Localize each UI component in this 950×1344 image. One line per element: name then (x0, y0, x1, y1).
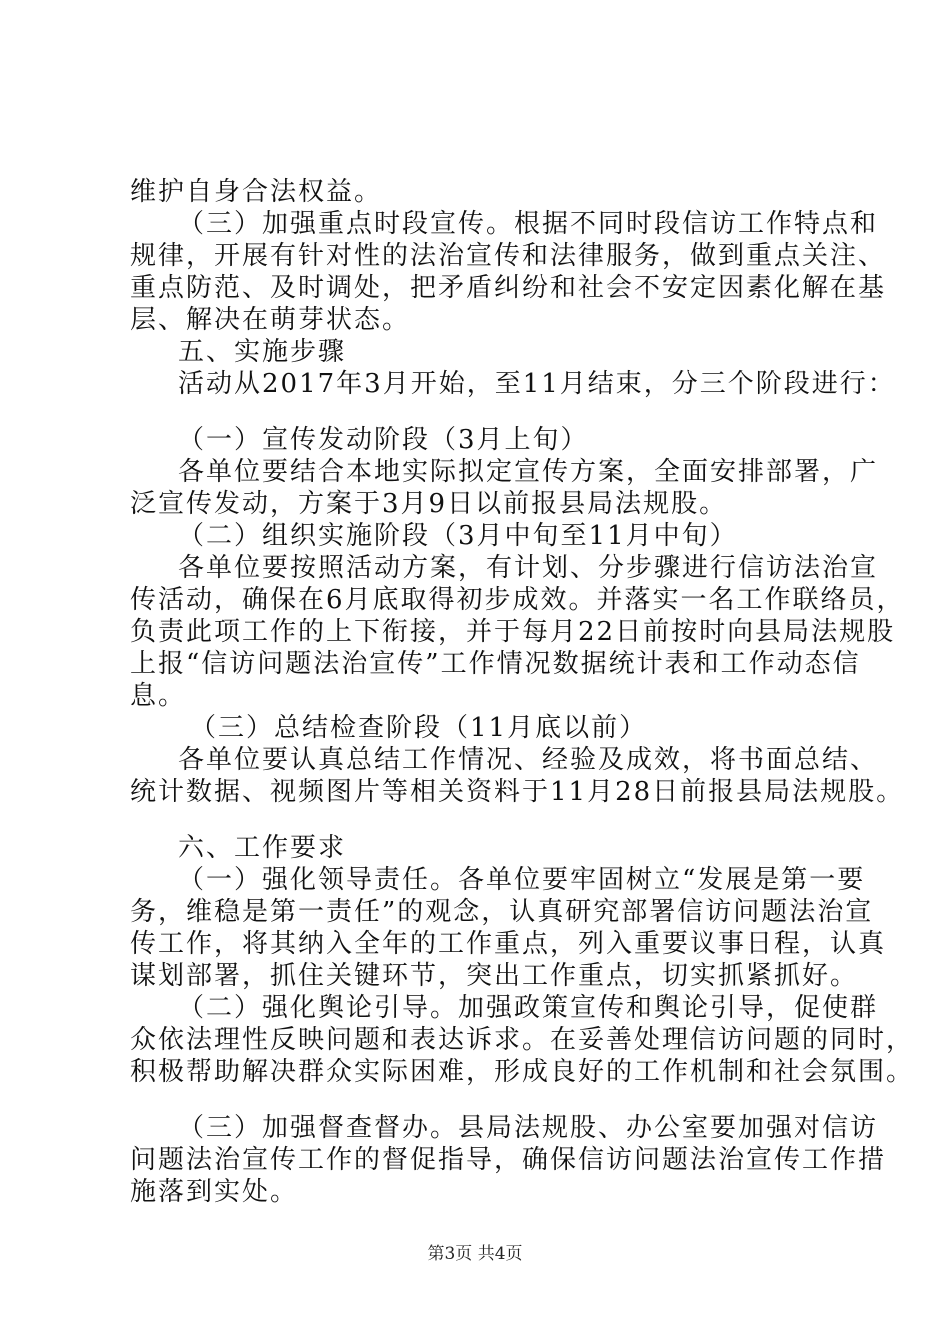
page-number-footer: 第3页 共4页 (427, 1244, 523, 1264)
body-line: 活动从2017年3月开始，至11月结束，分三个阶段进行： (178, 369, 896, 399)
body-line: 各单位要按照活动方案，有计划、分步骤进行信访法治宣 (178, 553, 879, 583)
body-line: 积极帮助解决群众实际困难，形成良好的工作机制和社会氛围。 (130, 1057, 915, 1087)
section-heading: 六、工作要求 (178, 833, 347, 863)
body-line: （三）加强重点时段宣传。根据不同时段信访工作特点和 (178, 209, 879, 239)
body-line: 各单位要认真总结工作情况、经验及成效，将书面总结、 (178, 745, 879, 775)
body-line: （二）强化舆论引导。加强政策宣传和舆论引导，促使群 (178, 993, 879, 1023)
subsection-heading: （三）总结检查阶段（11月底以前） (190, 713, 648, 743)
body-line: 规律，开展有针对性的法治宣传和法律服务，做到重点关注、 (130, 241, 887, 271)
subsection-heading: （一）宣传发动阶段（3月上旬） (178, 425, 589, 455)
body-line: 负责此项工作的上下衔接，并于每月22日前按时向县局法规股 (130, 617, 896, 647)
body-line: 传活动，确保在6月底取得初步成效。并落实一名工作联络员， (130, 585, 905, 615)
body-line: 问题法治宣传工作的督促指导，确保信访问题法治宣传工作措 (130, 1145, 887, 1175)
subsection-heading: （二）组织实施阶段（3月中旬至11月中旬） (178, 521, 738, 551)
body-line: 息。 (130, 681, 187, 711)
body-line: 谋划部署，抓住关键环节，突出工作重点，切实抓紧抓好。 (130, 961, 859, 991)
body-line: 各单位要结合本地实际拟定宣传方案，全面安排部署，广 (178, 457, 879, 487)
body-line: 施落到实处。 (130, 1177, 299, 1207)
body-line: 重点防范、及时调处，把矛盾纠纷和社会不安定因素化解在基 (130, 273, 887, 303)
body-line: 上报“信访问题法治宣传”工作情况数据统计表和工作动态信 (130, 649, 861, 679)
section-heading: 五、实施步骤 (178, 337, 347, 367)
body-line: 务，维稳是第一责任”的观念，认真研究部署信访问题法治宣 (130, 897, 874, 927)
body-line: 层、解决在萌芽状态。 (130, 305, 411, 335)
body-line: 统计数据、视频图片等相关资料于11月28日前报县局法规股。 (130, 777, 905, 807)
body-line: 传工作，将其纳入全年的工作重点，列入重要议事日程，认真 (130, 929, 887, 959)
body-line: （三）加强督查督办。县局法规股、办公室要加强对信访 (178, 1113, 879, 1143)
body-line: 维护自身合法权益。 (130, 177, 383, 207)
body-line: 泛宣传发动，方案于3月9日以前报县局法规股。 (130, 489, 728, 519)
body-line: 众依法理性反映问题和表达诉求。在妥善处理信访问题的同时， (130, 1025, 915, 1055)
body-line: （一）强化领导责任。各单位要牢固树立“发展是第一要 (178, 865, 866, 895)
